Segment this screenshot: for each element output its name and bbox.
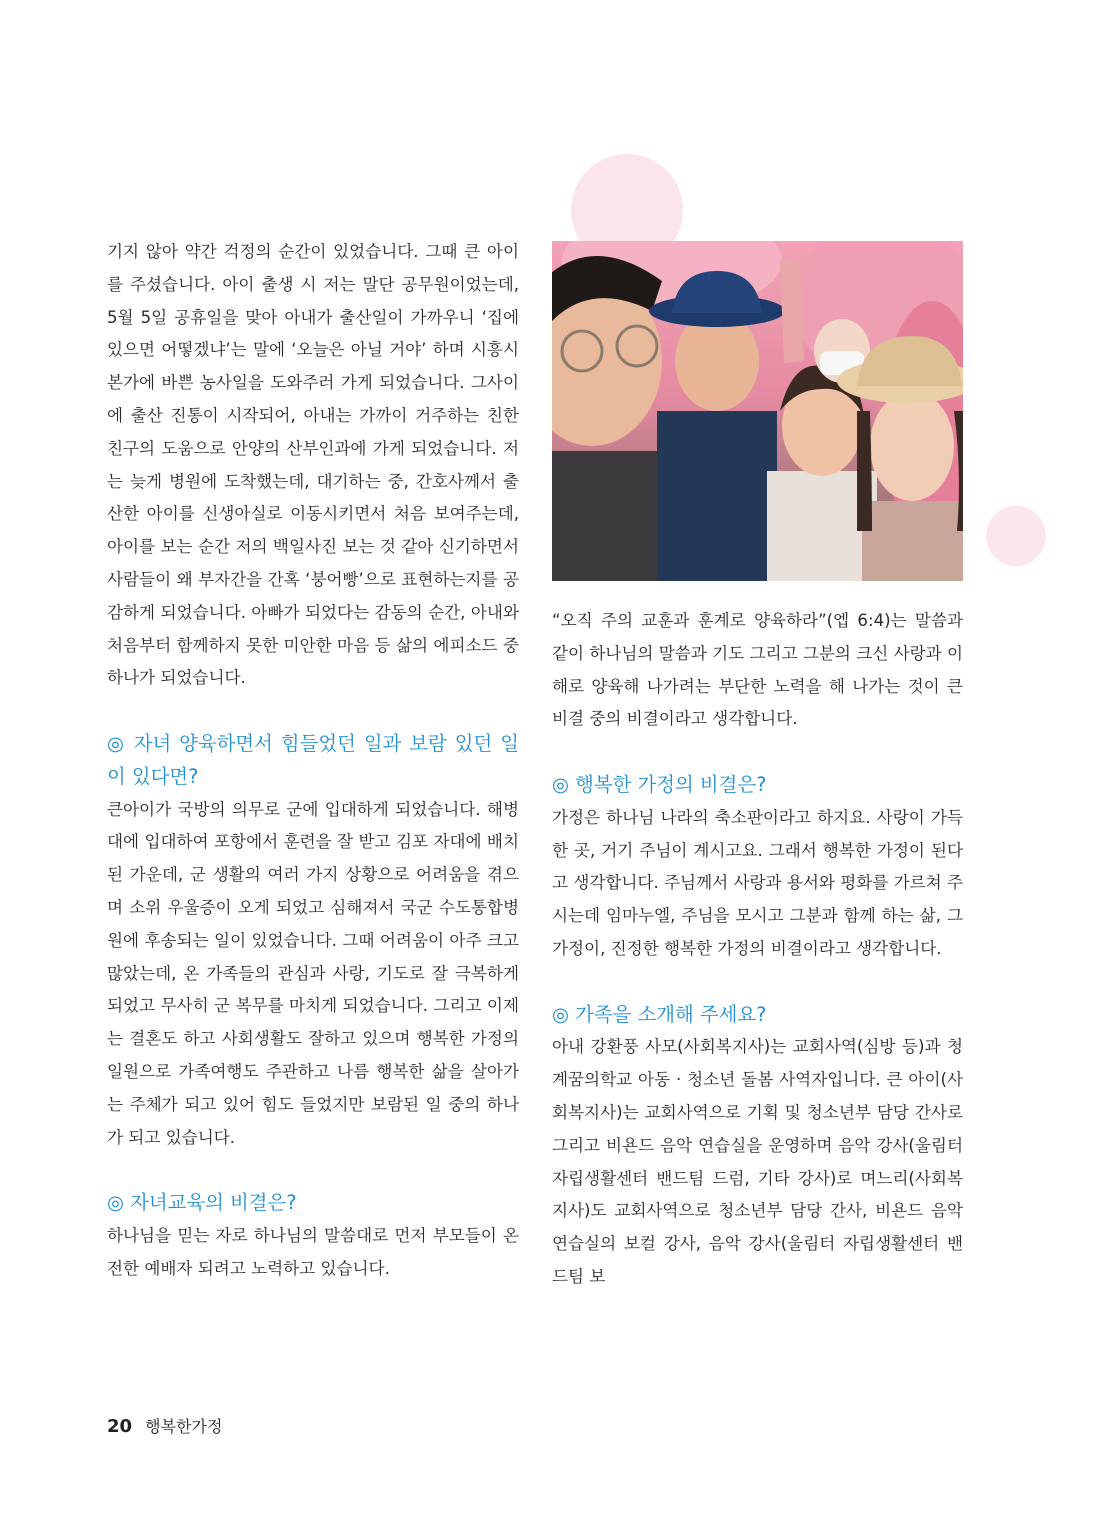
answer-family-intro: 아내 강환풍 사모(사회복지사)는 교회사역(심방 등)과 청계꿈의학교 아동 · 청소년 돌봄 사역자입니다. 큰 아이(사회복지사)는 교회사역으로 기획 및 청소년부 담당 간사로 그리고 비욘드 음악 연습실을 운영하며 음악 강사(울림터 자립생활센터 밴드팀 드럼, 기타 강사)로 며느리(사회복지사)도 교회사역으로 청소년부 담당 간사, 비욘드 음악 연습실의 보컬 강사, 음악 강사(울림터 자립생활센터 밴드팀 보: [552, 1037, 963, 1286]
answer-happy-family: 가정은 하나님 나라의 축소판이라고 하지요. 사랑이 가득한 곳, 거기 주님이 계시고요. 그래서 행복한 가정이 된다고 생각합니다. 주님께서 사랑과 용서와 평화를 가르쳐 주시는데 임마누엘, 주님을 모시고 그분과 함께 하는 삶, 그 가정이, 진정한 행복한 가정의 비결이라고 생각합니다.: [552, 807, 963, 958]
left-column: [107, 236, 519, 1286]
question-heading-happy-family: ◎ 행복한 가정의 비결은?: [552, 772, 767, 796]
question-heading-education: ◎ 자녀교육의 비결은?: [107, 1191, 297, 1215]
decorative-circle-right: [986, 506, 1046, 566]
question-heading-parenting: ◎ 자녀 양육하면서 힘들었던 일과 보람 있던 일이 있다면?: [107, 731, 519, 788]
answer-education: 하나님을 믿는 자로 하나님의 말씀대로 먼저 부모들이 온전한 예배자 되려고 노력하고 있습니다.: [107, 1225, 519, 1278]
family-photo: [552, 241, 963, 581]
answer-parenting: 큰아이가 국방의 의무로 군에 입대하게 되었습니다. 해병대에 입대하여 포항에서 훈련을 잘 받고 김포 자대에 배치된 가운데, 군 생활의 여러 가지 상황으로 어려움을 겪으며 소위 우울증이 오게 되었고 심해져서 국군 수도통합병원에 후송되는 일이 있었습니다. 그때 어려움이 아주 크고 많았는데, 온 가족들의 관심과 사랑, 기도로 잘 극복하게 되었고 무사히 군 복무를 마치게 되었습니다. 그리고 이제는 결혼도 하고 사회생활도 잘하고 있으며 행복한 가정의 일원으로 가족여행도 주관하고 나름 행복한 삶을 살아가는 주체가 되고 있어 힘도 들었지만 보람된 일 중의 하나가 되고 있습니다.: [107, 799, 519, 1147]
intro-paragraph: 기지 않아 약간 걱정의 순간이 있었습니다. 그때 큰 아이를 주셨습니다. 아이 출생 시 저는 말단 공무원이었는데, 5월 5일 공휴일을 맞아 아내가 출산일이 가까우니 ‘집에 있으면 어떻겠냐’는 말에 ‘오늘은 아닐 거야’ 하며 시흥시 본가에 바쁜 농사일을 도와주러 가게 되었습니다. 그사이에 출산 진통이 시작되어, 아내는 가까이 거주하는 친한 친구의 도움으로 안양의 산부인과에 가게 되었습니다. 저는 늦게 병원에 도착했는데, 대기하는 중, 간호사께서 출산한 아이를 신생아실로 이동시키면서 처음 보여주는데, 아이를 보는 순간 저의 백일사진 보는 것 같아 신기하면서 사람들이 왜 부자간을 간혹 ‘붕어빵’으로 표현하는지를 공감하게 되었습니다. 아빠가 되었다는 감동의 순간, 아내와 처음부터 함께하지 못한 미안한 마음 등 삶의 에피소드 중 하나가 되었습니다.: [107, 242, 519, 688]
education-continuation: “오직 주의 교훈과 훈계로 양육하라”(엡 6:4)는 말씀과 같이 하나님의 말씀과 기도 그리고 그분의 크신 사랑과 이해로 양육해 나가려는 부단한 노력을 해 나가는 것이 큰 비결 중의 비결이라고 생각합니다.: [552, 611, 963, 729]
page-number: 20: [107, 1416, 133, 1437]
page-footer: [107, 1414, 222, 1437]
magazine-name: 행복한가정: [145, 1417, 223, 1436]
question-heading-family-intro: ◎ 가족을 소개해 주세요?: [552, 1002, 767, 1026]
right-column: [552, 605, 963, 1294]
